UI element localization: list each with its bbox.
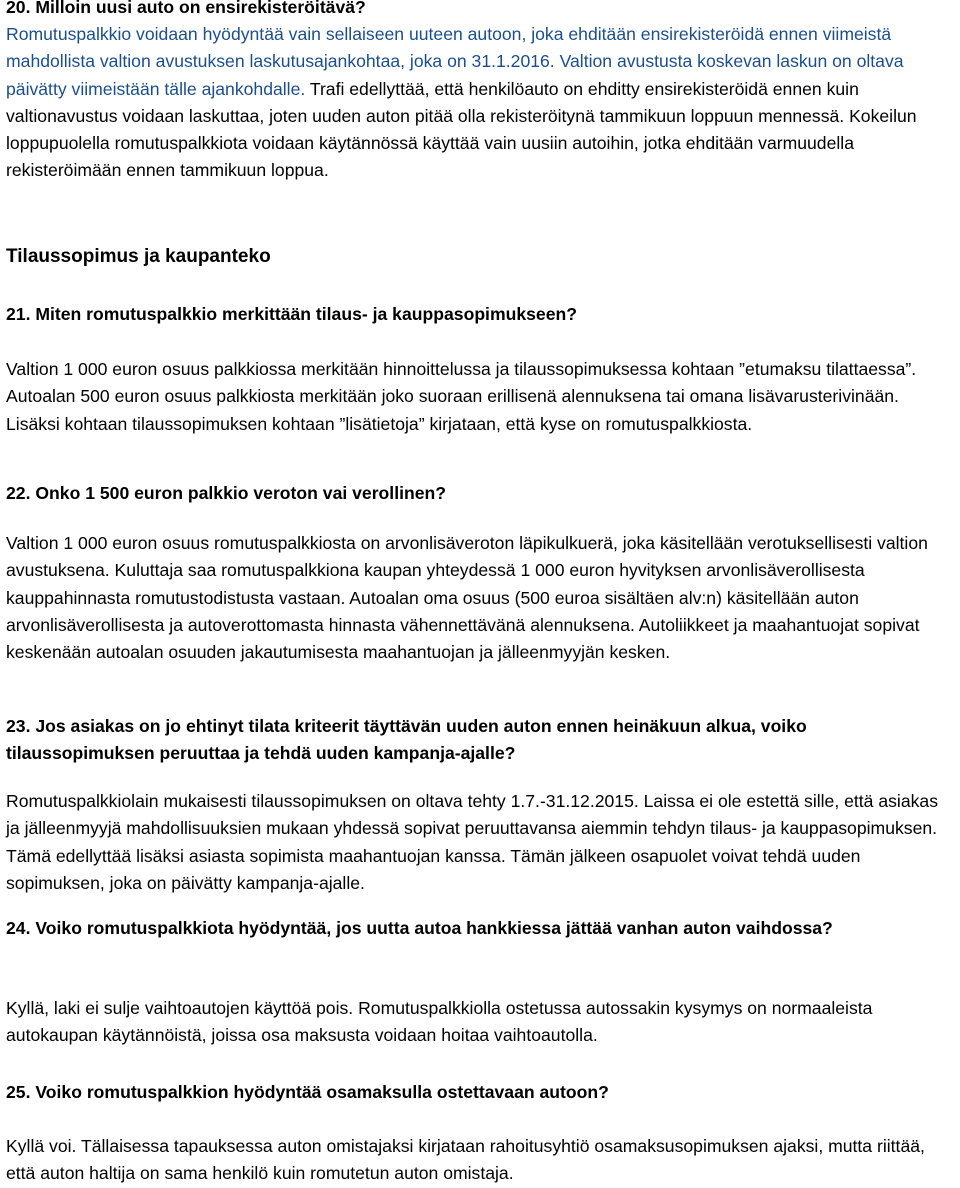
question-23: 23. Jos asiakas on jo ehtinyt tilata kriteerit täyttävän uuden auton ennen heinäkuun alkua, voiko tilaussopimuksen peruuttaa ja tehdä uuden kampanja-ajalle? <box>6 716 807 763</box>
question-21: 21. Miten romutuspalkkio merkittään tilaus- ja kauppasopimukseen? <box>6 304 577 324</box>
answer-22: Valtion 1 000 euron osuus romutuspalkkiosta on arvonlisäveroton läpikulkuerä, joka käsitellään verotuksellisesti valtion avustuksena. Kuluttaja saa romutuspalkkiona kaupan yhteydessä 1 000 euron hyvityksen arvonlisäverollisesta kauppahinnasta romutustodistusta vastaan. Autoalan oma osuus (500 euroa sisältäen alv:n) käsitellään auton arvonlisäverollisesta ja autoverottomasta hinnasta vähennettävänä alennuksena. Autoliikkeet ja maahantuojat sopivat keskenään autoalan osuuden jakautumisesta maahantuojan ja jälleenmyyjän kesken. <box>6 533 928 663</box>
question-24: 24. Voiko romutuspalkkiota hyödyntää, jos uutta autoa hankkiessa jättää vanhan auton vaihdossa? <box>6 918 833 938</box>
answer-20 <box>6 21 956 185</box>
answer-24: Kyllä, laki ei sulje vaihtoautojen käyttöä pois. Romutuspalkkiolla ostetussa autossakin kysymys on normaaleista autokaupan käytännöistä, joissa osa maksusta voidaan hoitaa vaihtoautolla. <box>6 998 873 1046</box>
answer-20-text: Trafi edellyttää, että henkilöauto on ehditty ensirekisteröidä ennen kuin valtionavustus voidaan laskuttaa, joten uuden auton pitää olla rekisteröitynä tammikuun loppuun mennessä. Kokeilun loppupuolella romutuspalkkiota voidaan käytännössä käyttää vain uusiin autoihin, jotka ehditään varmuudella rekisteröimään ennen tammikuun loppua. <box>6 78 917 181</box>
answer-20-highlight: Romutuspalkkio voidaan hyödyntää vain sellaiseen uuteen autoon, joka ehditään ensirekisteröidä ennen viimeistä mahdollista valtion avustuksen laskutusajankohtaa, joka on 31.1.2016. Valtion avustusta koskevan laskun on oltava päivätty viimeistään tälle ajankohdalle. <box>6 24 904 99</box>
answer-23: Romutuspalkkiolain mukaisesti tilaussopimuksen on oltava tehty 1.7.-31.12.2015. Laissa ei ole estettä sille, että asiakas ja jälleenmyyjä mahdollisuuksien mukaan yhdessä sopivat peruuttavansa aiemmin tehdyn tilaus- ja kauppasopimuksen. Tämä edellyttää lisäksi asiasta sopimista maahantuojan kanssa. Tämän jälkeen osapuolet voivat tehdä uuden sopimuksen, joka on päivätty kampanja-ajalle. <box>6 791 939 893</box>
answer-21: Valtion 1 000 euron osuus palkkiossa merkitään hinnoittelussa ja tilaussopimuksessa kohtaan ”etumaksu tilattaessa”. Autoalan 500 euron osuus palkkiosta merkitään joko suoraan erillisenä alennuksena tai omana lisävarusterivinään. Lisäksi kohtaan tilaussopimuksen kohtaan ”lisätietoja” kirjataan, että kyse on romutuspalkkiosta. <box>6 359 917 434</box>
question-22: 22. Onko 1 500 euron palkkio veroton vai verollinen? <box>6 483 446 503</box>
section-heading: Tilaussopimus ja kaupanteko <box>6 246 271 267</box>
answer-25: Kyllä voi. Tällaisessa tapauksessa auton omistajaksi kirjataan rahoitusyhtiö osamaksusopimuksen ajaksi, mutta riittää, että auton haltija on sama henkilö kuin romutetun auton omistaja. <box>6 1136 925 1184</box>
question-25: 25. Voiko romutuspalkkion hyödyntää osamaksulla ostettavaan autoon? <box>6 1082 609 1102</box>
question-20: 20. Milloin uusi auto on ensirekisteröitävä? <box>6 0 366 17</box>
